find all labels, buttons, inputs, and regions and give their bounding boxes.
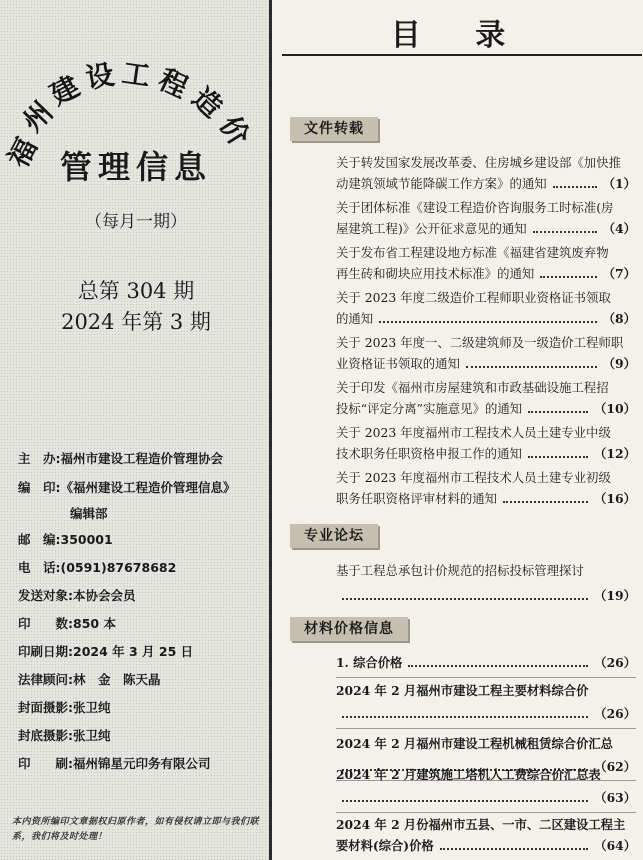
cover-frequency: （每月一期） bbox=[85, 212, 187, 232]
info-row: 编 印:《福州建设工程造价管理信息》 bbox=[18, 480, 236, 495]
toc-page-number: （62） bbox=[594, 759, 636, 774]
info-row: 电 话:(0591)87678682 bbox=[18, 560, 177, 575]
toc-entry[interactable]: 2024 年 2 月福州市建设工程主要材料综合价 （26） bbox=[336, 680, 636, 724]
toc-page-number: （16） bbox=[593, 491, 636, 506]
toc-title: 目 录 bbox=[390, 18, 528, 53]
info-row: 编辑部 bbox=[70, 506, 108, 521]
section-tag-material-prices: 材料价格信息 bbox=[290, 617, 408, 641]
info-row: 封底摄影:张卫纯 bbox=[18, 728, 111, 743]
toc-entry[interactable]: 关于 2023 年度一、二级建筑师及一级造价工程师职 业资格证书领取的通知 （9） bbox=[336, 332, 636, 374]
toc-entry[interactable]: 关于印发《福州市房屋建筑和市政基础设施工程招 投标“评定分离”实施意见》的通知 （10） bbox=[336, 377, 636, 419]
toc-page-number: （4） bbox=[602, 221, 636, 236]
toc-page-number: （63） bbox=[594, 790, 636, 805]
toc-page-number: （12） bbox=[593, 446, 636, 461]
info-row: 邮 编:350001 bbox=[18, 532, 113, 547]
toc-entry[interactable]: 关于 2023 年度福州市工程技术人员土建专业初级 职务任职资格评审材料的通知 （16） bbox=[336, 467, 636, 509]
toc-entry[interactable]: 关于 2023 年度福州市工程技术人员土建专业中级 技术职务任职资格申报工作的通知 （12） bbox=[336, 422, 636, 464]
info-row: 主 办:福州市建设工程造价管理协会 bbox=[18, 451, 224, 466]
toc-entry[interactable]: 基于工程总承包计价规范的招标投标管理探讨 （19） bbox=[336, 560, 636, 606]
toc-entry[interactable]: 2024 年 2 月建筑施工塔机人工费综合价汇总表 （63） bbox=[336, 764, 636, 808]
info-row: 发送对象:本协会会员 bbox=[18, 588, 136, 603]
cover-subtitle: 管理信息 bbox=[59, 148, 212, 186]
cover-title-char: 州 bbox=[16, 95, 60, 139]
info-row: 法律顾问:林 金 陈天晶 bbox=[18, 672, 161, 687]
toc-entry[interactable]: 关于 2023 年度二级造价工程师职业资格证书领取 的通知 （8） bbox=[336, 287, 636, 329]
info-row: 印刷日期:2024 年 3 月 25 日 bbox=[18, 644, 194, 659]
cover-title-char: 建 bbox=[44, 69, 85, 112]
info-row: 封面摄影:张卫纯 bbox=[18, 700, 111, 715]
cover-issue-year: 2024 年第 3 期 bbox=[61, 310, 211, 334]
toc-page-number: （26） bbox=[594, 706, 636, 721]
toc-entry[interactable]: 1. 综合价格 （26） bbox=[336, 652, 636, 673]
cover-title-char: 设 bbox=[83, 57, 117, 96]
toc-page-number: （9） bbox=[602, 356, 636, 371]
toc-entry[interactable]: 关于团体标准《建设工程造价咨询服务工时标准(房 屋建筑工程)》公开征求意见的通知 （4） bbox=[336, 197, 636, 239]
toc-page-number: （64） bbox=[594, 838, 636, 853]
toc-page-number: （7） bbox=[602, 266, 636, 281]
section-tag-document-reprints: 文件转载 bbox=[290, 117, 378, 141]
cover-title-char: 造 bbox=[185, 80, 229, 125]
cover-title-char: 价 bbox=[213, 110, 256, 152]
toc-title-rule bbox=[282, 54, 642, 56]
toc-entry[interactable]: 2024 年 2 月份福州市五县、一市、二区建设工程主 要材料(综合)价格 （64） bbox=[336, 814, 636, 856]
cover-issue-total: 总第 304 期 bbox=[77, 279, 195, 303]
info-row: 印 刷:福州锦星元印务有限公司 bbox=[18, 756, 211, 771]
toc-entry[interactable]: 关于转发国家发展改革委、住房城乡建设部《加快推 动建筑领域节能降碳工作方案》的通知 （1） bbox=[336, 152, 636, 194]
cover-panel bbox=[0, 0, 272, 860]
entry-divider bbox=[336, 677, 636, 678]
cover-title-char: 福 bbox=[1, 132, 44, 173]
cover-title-char: 程 bbox=[153, 62, 193, 105]
entry-divider bbox=[336, 812, 636, 813]
toc-page-number: （26） bbox=[594, 655, 636, 670]
toc-page-number: （8） bbox=[602, 311, 636, 326]
info-row: 印 数:850 本 bbox=[18, 616, 116, 631]
toc-page-number: （10） bbox=[593, 401, 636, 416]
toc-page-number: （1） bbox=[602, 176, 636, 191]
toc-entry[interactable]: 2024 年 2 月福州市建设工程机械租赁综合价汇总 （62） bbox=[336, 733, 636, 777]
toc-page-number: （19） bbox=[593, 588, 636, 603]
entry-divider bbox=[336, 728, 636, 729]
section-tag-professional-forum: 专业论坛 bbox=[290, 524, 378, 548]
cover-footnote: 本内资所编印文章据权归原作者，如有侵权请立即与我们联系，我们将及时处理！ bbox=[12, 817, 260, 842]
cover-title-char: 工 bbox=[119, 56, 153, 93]
toc-entry[interactable]: 关于发布省工程建设地方标准《福建省建筑废弃物 再生砖和砌块应用技术标准》的通知 （7） bbox=[336, 242, 636, 284]
